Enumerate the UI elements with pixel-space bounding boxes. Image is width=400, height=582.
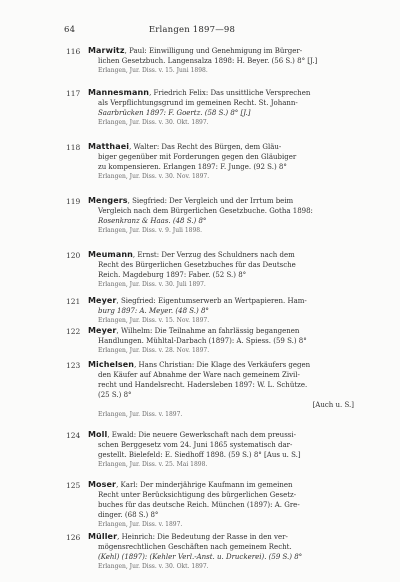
dissertation-note: Erlangen, Jur. Diss. v. 30. Okt. 1897.	[98, 563, 209, 570]
entry-line: Siegfried: Der Vergleich und der Irrtum beim	[132, 197, 294, 205]
author-name: Meumann	[88, 250, 133, 259]
dissertation-note: Erlangen, Jur. Diss. v. 30. Nov. 1897.	[98, 173, 210, 180]
entry-line: als Verpflichtungsgrund im gemeinen Recht. St. Johann-	[98, 99, 298, 107]
entry-number: 117	[66, 89, 81, 98]
entry-line: Recht des Bürgerlichen Gesetzbuches für das Deutsche	[98, 261, 296, 269]
entry-line: recht und Handelsrecht. Hadersleben 1897: W. L. Schütze.	[98, 381, 308, 389]
entry-line: (Kehl) (1897): (Kehler Verl.-Anst. u. Druckerei). (59 S.) 8°	[98, 553, 303, 561]
author-name: Meyer	[88, 296, 117, 305]
entry-body: Michelsen, Hans Christian: Die Klage des Verkäufers gegen den Käufer auf Abnahme der Ware nach gemeinem Zivil- recht und Handelsrecht. Hadersleben 1897: W. L. Schütze. (25 S.) 8° [Auch u. S.] Erlangen, Jur. Diss. v. 1897.	[88, 360, 360, 420]
author-name: Mengers	[88, 196, 128, 205]
author-name: Müller	[88, 532, 118, 541]
entry-line: schen Berggesetz vom 24. Juni 1865 systematisch dar-	[98, 441, 293, 449]
entry-body: Moser, Karl: Der minderjährige Kaufmann im gemeinen Recht unter Berücksichtigung des bürgerlichen Gesetz- buches für das deutsche Reich. München (1897): A. Gre- dinger. (68 S.) 8° Erlangen, Jur. Diss. v. 1897.	[88, 480, 360, 530]
entry-line: dinger. (68 S.) 8°	[98, 511, 159, 519]
entry-number: 122	[66, 327, 81, 336]
entry-number: 121	[66, 297, 81, 306]
dissertation-note: Erlangen, Jur. Diss. v. 1897.	[98, 521, 183, 528]
entry-line: Wilhelm: Die Teilnahme an fahrlässig begangenen	[120, 327, 300, 335]
dissertation-note: Erlangen, Jur. Diss. v. 9. Juli 1898.	[98, 227, 202, 234]
entry-line: Handlungen. Mühltal-Darbach (1897): A. Spiess. (59 S.) 8°	[98, 337, 307, 345]
entry-line: lichen Gesetzbuch. Langensalza 1898: H. Beyer. (56 S.) 8° [J.]	[98, 57, 318, 65]
dissertation-note: Erlangen, Jur. Diss. v. 30. Okt. 1897.	[98, 119, 209, 126]
entry-number: 125	[66, 481, 81, 490]
entry-line: biger gegenüber mit Forderungen gegen den Gläubiger	[98, 153, 297, 161]
entry-body: Moll, Ewald: Die neuere Gewerkschaft nach dem preussi- schen Berggesetz vom 24. Juni 1865 systematisch dar- gestellt. Bielefeld: E. Siedhoff 1898. (59 S.) 8° [Aus u. S.] Erlangen, Jur. Diss. v. 25. Mai 1898.	[88, 430, 360, 470]
entry-line: Vergleich nach dem Bürgerlichen Gesetzbuche. Gotha 1898:	[98, 207, 313, 215]
entry-line: gestellt. Bielefeld: E. Siedhoff 1898. (59 S.) 8° [Aus u. S.]	[98, 451, 301, 459]
entry-line: Saarbrücken 1897: F. Goertz. (58 S.) 8° [J.]	[98, 109, 251, 117]
entry-line: Siegfried: Eigentumserwerb an Wertpapieren. Ham-	[120, 297, 307, 305]
entry-body: Meyer, Wilhelm: Die Teilnahme an fahrlässig begangenen Handlungen. Mühltal-Darbach (1897): A. Spiess. (59 S.) 8° Erlangen, Jur. Diss. v. 28. Nov. 1897.	[88, 326, 360, 356]
entry-line: Hans Christian: Die Klage des Verkäufers gegen	[138, 361, 311, 369]
entry-line: den Käufer auf Abnahme der Ware nach gemeinem Zivil-	[98, 371, 300, 379]
author-name: Moll	[88, 430, 108, 439]
author-name: Moser	[88, 480, 117, 489]
entry-line: Karl: Der minderjährige Kaufmann im gemeinen	[120, 481, 293, 489]
entry-line: Heinrich: Die Bedeutung der Rasse in den ver-	[121, 533, 288, 541]
entry-number: 119	[66, 197, 81, 206]
entry-body: Müller, Heinrich: Die Bedeutung der Rasse in den ver- mögensrechtlichen Geschäften nach gemeinem Recht. (Kehl) (1897): (Kehler Verl.-Anst. u. Druckerei). (59 S.) 8° Erlangen, Jur. Diss. v. 30. Okt. 1897.	[88, 532, 360, 572]
entry-number: 126	[66, 533, 81, 542]
entry-line: Reich. Magdeburg 1897: Faber. (52 S.) 8°	[98, 271, 247, 279]
author-name: Meyer	[88, 326, 117, 335]
author-name: Matthaei	[88, 142, 130, 151]
entry-number: 116	[66, 47, 81, 56]
entry-line: Paul: Einwilligung und Genehmigung im Bürger-	[129, 47, 303, 55]
running-title: Erlangen 1897—98	[148, 25, 236, 35]
entry-body: Matthaei, Walter: Das Recht des Bürgen, dem Gläu- biger gegenüber mit Forderungen gegen den Gläubiger zu kompensieren. Erlangen 1897: F. Junge. (92 S.) 8° Erlangen, Jur. Diss. v. 30. Nov. 1897.	[88, 142, 360, 182]
entry-line: Ernst: Der Verzug des Schuldners nach dem	[137, 251, 295, 259]
entry-number: 120	[66, 251, 81, 260]
dissertation-note: Erlangen, Jur. Diss. v. 25. Mai 1898.	[98, 461, 208, 468]
entry-line: Friedrich Felix: Das unsittliche Versprechen	[153, 89, 311, 97]
entry-body: Meyer, Siegfried: Eigentumserwerb an Wertpapieren. Ham- burg 1897: A. Meyer. (48 S.) 8° Erlangen, Jur. Diss. v. 15. Nov. 1897.	[88, 296, 360, 326]
dissertation-note: Erlangen, Jur. Diss. v. 15. Nov. 1897.	[98, 317, 210, 324]
dissertation-note: Erlangen, Jur. Diss. v. 28. Nov. 1897.	[98, 347, 210, 354]
entry-number: 123	[66, 361, 81, 370]
dissertation-note: Erlangen, Jur. Diss. v. 30. Juli 1897.	[98, 281, 206, 288]
entry-number: 118	[66, 143, 81, 152]
entry-line: zu kompensieren. Erlangen 1897: F. Junge. (92 S.) 8°	[98, 163, 287, 171]
entry-line: burg 1897: A. Meyer. (48 S.) 8°	[98, 307, 209, 315]
dissertation-note: Erlangen, Jur. Diss. v. 1897.	[98, 411, 183, 418]
page-number: 64	[64, 25, 76, 35]
entry-line: Recht unter Berücksichtigung des bürgerlichen Gesetz-	[98, 491, 297, 499]
dissertation-note: Erlangen, Jur. Diss. v. 15. Juni 1898.	[98, 67, 208, 74]
entry-line: Ewald: Die neuere Gewerkschaft nach dem preussi-	[111, 431, 296, 439]
entry-line: Rosenkranz & Haas. (48 S.) 8°	[98, 217, 207, 225]
entry-line: buches für das deutsche Reich. München (1897): A. Gre-	[98, 501, 300, 509]
entry-line: Walter: Das Recht des Bürgen, dem Gläu-	[133, 143, 282, 151]
entry-body: Marwitz, Paul: Einwilligung und Genehmigung im Bürger- lichen Gesetzbuch. Langensalza 1898: H. Beyer. (56 S.) 8° [J.] Erlangen, Jur. Diss. v. 15. Juni 1898.	[88, 46, 360, 76]
entry-line: [Auch u. S.]	[312, 401, 354, 409]
entry-line: mögensrechtlichen Geschäften nach gemeinem Recht.	[98, 543, 292, 551]
author-name: Mannesmann	[88, 88, 150, 97]
entry-body: Mannesmann, Friedrich Felix: Das unsittliche Versprechen als Verpflichtungsgrund im gemeinen Recht. St. Johann- Saarbrücken 1897: F. Goertz. (58 S.) 8° [J.] Erlangen, Jur. Diss. v. 30. Okt. 1897.	[88, 88, 360, 128]
entry-number: 124	[66, 431, 81, 440]
entry-line: (25 S.) 8°	[98, 391, 132, 399]
entry-body: Meumann, Ernst: Der Verzug des Schuldners nach dem Recht des Bürgerlichen Gesetzbuches für das Deutsche Reich. Magdeburg 1897: Faber. (52 S.) 8° Erlangen, Jur. Diss. v. 30. Juli 1897.	[88, 250, 360, 290]
author-name: Marwitz	[88, 46, 125, 55]
entry-body: Mengers, Siegfried: Der Vergleich und der Irrtum beim Vergleich nach dem Bürgerlichen Gesetzbuche. Gotha 1898: Rosenkranz & Haas. (48 S.) 8° Erlangen, Jur. Diss. v. 9. Juli 1898.	[88, 196, 360, 236]
author-name: Michelsen	[88, 360, 135, 369]
